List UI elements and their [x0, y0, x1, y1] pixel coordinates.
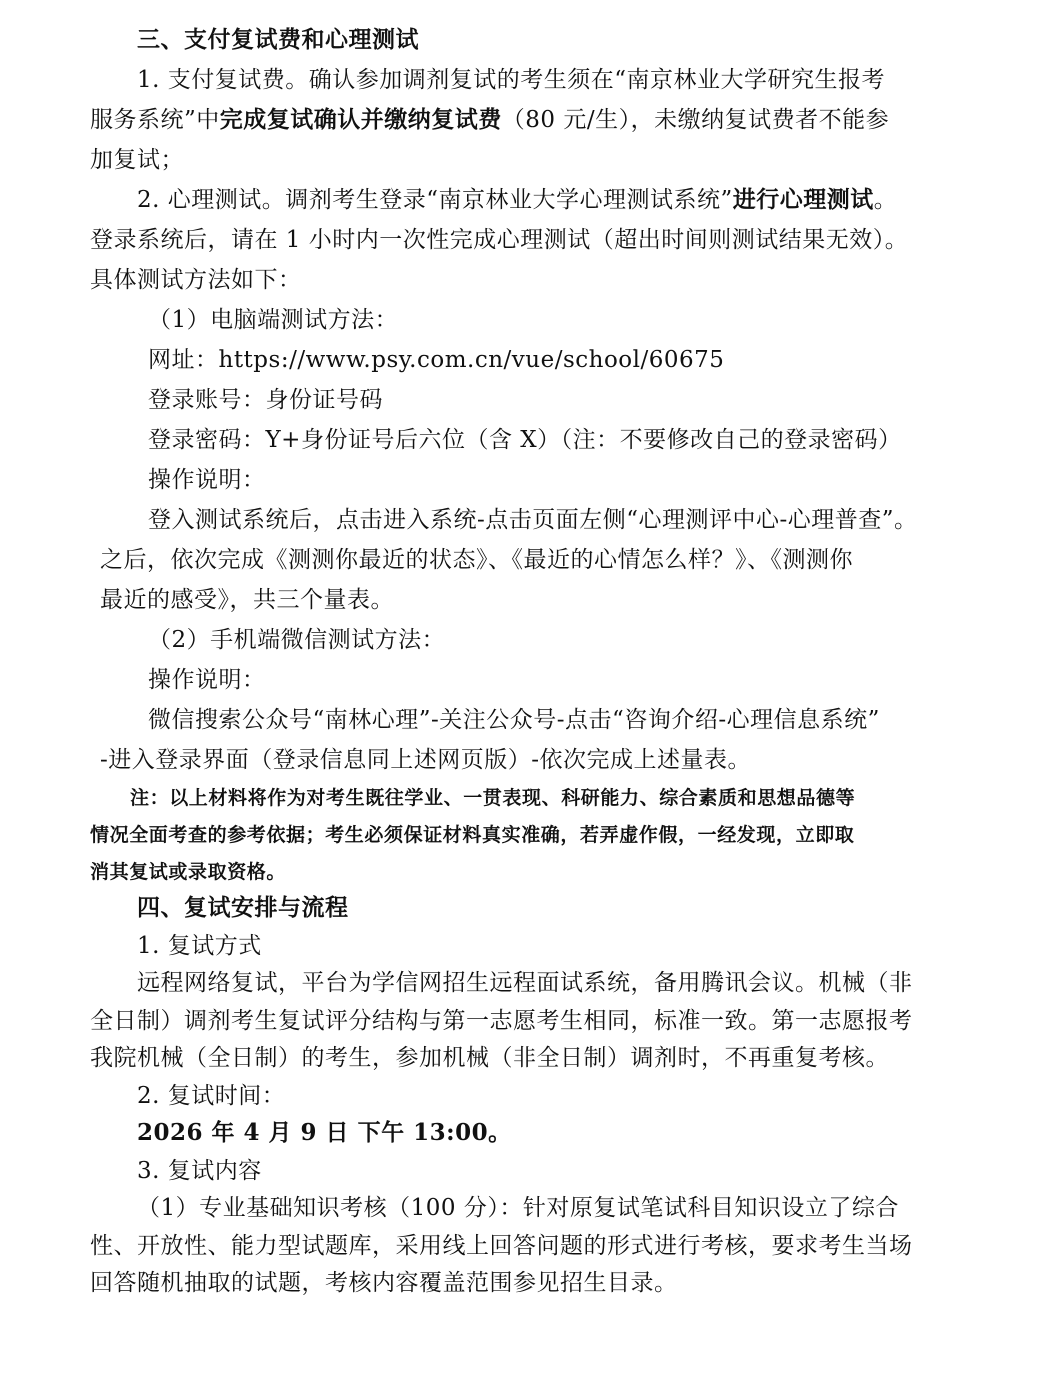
pc-method-title: （1）电脑端测试方法： — [148, 307, 399, 333]
note-line2: 情况全面考查的参考依据；考生必须保证材料真实准确，若弄虚作假，一经发现，立即取 — [90, 824, 855, 846]
pc-op-line1: 登入测试系统后，点击进入系统-点击页面左侧“心理测评中心-心理普查”。 — [148, 507, 918, 533]
s3-p1-line2-bold: 完成复试确认并缴纳复试费 — [219, 106, 502, 133]
s4-item3-line1: （1）专业基础知识考核（100 分）：针对原复试笔试科目知识设立了综合 — [137, 1195, 899, 1221]
mobile-method-title: （2）手机端微信测试方法： — [148, 627, 446, 653]
s3-p1-line1: 1. 支付复试费。确认参加调剂复试的考生须在“南京林业大学研究生报考 — [137, 67, 886, 93]
mobile-op-label: 操作说明： — [148, 667, 266, 693]
s4-item1-line2: 全日制）调剂考生复试评分结构与第一志愿考生相同，标准一致。第一志愿报考 — [90, 1008, 913, 1034]
section3-heading: 三、支付复试费和心理测试 — [137, 26, 419, 53]
s4-item3-line2: 性、开放性、能力型试题库，采用线上回答问题的形式进行考核，要求考生当场 — [90, 1233, 913, 1259]
s4-item1-line1: 远程网络复试，平台为学信网招生远程面试系统，备用腾讯会议。机械（非 — [137, 970, 913, 996]
s3-p2-line1 — [137, 185, 897, 215]
pc-op-line2: 之后，依次完成《测测你最近的状态》、《最近的心情怎么样？》、《测测你 — [100, 547, 853, 573]
pc-op-label: 操作说明： — [148, 467, 266, 493]
mobile-op-line2: -进入登录界面（登录信息同上述网页版）-依次完成上述量表。 — [100, 747, 752, 773]
s3-p2-line3: 具体测试方法如下： — [90, 267, 302, 293]
pc-password: 登录密码：Y+身份证号后六位（含 X）（注：不要修改自己的登录密码） — [148, 427, 902, 453]
s4-item2-time: 2026 年 4 月 9 日 下午 13:00。 — [137, 1119, 512, 1146]
mobile-op-line1: 微信搜索公众号“南林心理”-关注公众号-点击“咨询介绍-心理信息系统” — [148, 707, 880, 733]
s4-item2-title: 2. 复试时间： — [137, 1083, 286, 1109]
s3-p2-line1-a: 2. 心理测试。调剂考生登录“南京林业大学心理测试系统” — [137, 187, 733, 213]
s3-p1-line2-a: 服务系统”中 — [90, 107, 220, 133]
s4-item3-line3: 回答随机抽取的试题，考核内容覆盖范围参见招生目录。 — [90, 1270, 678, 1296]
s3-p1-line2 — [90, 105, 889, 135]
section4-heading: 四、复试安排与流程 — [137, 894, 349, 921]
s4-item1-title: 1. 复试方式 — [137, 933, 262, 959]
s3-p1-line2-c: （80 元/生），未缴纳复试费者不能参 — [501, 107, 890, 133]
pc-op-line3: 最近的感受》，共三个量表。 — [100, 587, 394, 613]
s3-p1-line3: 加复试； — [90, 147, 184, 173]
s3-p2-line1-bold: 进行心理测试 — [732, 186, 874, 213]
s4-item3-title: 3. 复试内容 — [137, 1158, 262, 1184]
note-line3: 消其复试或录取资格。 — [90, 861, 287, 883]
note-line1: 注：以上材料将作为对考生既往学业、一贯表现、科研能力、综合素质和思想品德等 — [130, 787, 856, 809]
pc-account: 登录账号：身份证号码 — [148, 387, 383, 413]
pc-url: 网址：https://www.psy.com.cn/vue/school/60675 — [148, 347, 725, 373]
s4-item1-line3: 我院机械（全日制）的考生，参加机械（非全日制）调剂时，不再重复考核。 — [90, 1045, 889, 1071]
s3-p2-line1-c: 。 — [873, 187, 898, 213]
s3-p2-line2: 登录系统后，请在 1 小时内一次性完成心理测试（超出时间则测试结果无效）。 — [90, 227, 909, 253]
